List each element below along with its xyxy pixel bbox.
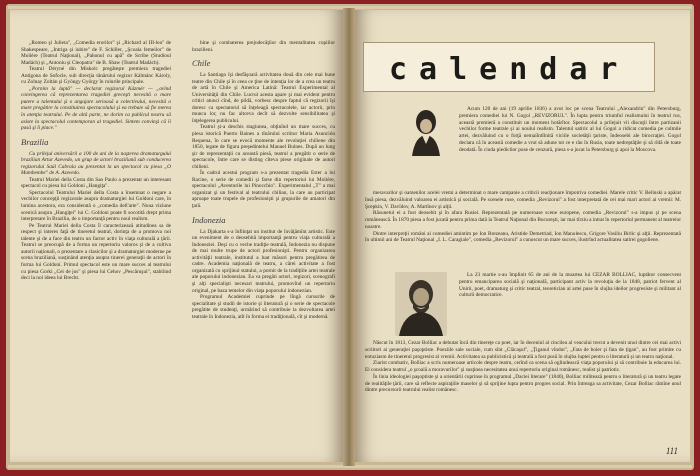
left-column-1 [21,40,171,282]
paragraph: Pe Teatrul Mariei della Costa îl caracterizează atitudinea sa de respect şi interes faţă de tineretul teatral, dorinţa de a promova noi talente şi de a face din teatru un factor activ în viaţa culturală a ţării. Teatrul se preocupă de a forma un repertoriu valoros şi de a cultiva autorii naţionali, o prezentare a clasicilor şi a dramaturgiei moderne pe scena braziliană, susţinând atenţia asupra tinerei generaţii de actori în forma lui Goldoni. Primul spectacol este un mare succes al teatrului cu piesa Gorki „Cei de jos" şi piesa lui Cehov „Pescăruşul", stabilind deci la noi ideea lui Brecht. [21,222,171,282]
paragraph: meravarilor şi oamenilor acelei vremi a determinat o mare campanie a criticii reacţionare împotriva comediei. Marele critic V. Belinski a apărat însă piesa, dezvăluind valoarea ei artistică şi socială. Pe scenele ruse, comedia „Revizorul" a fost interpretată de cei mai mari actori ai vremii: M. Şcepkin, V. Davîdov, A. Martînov şi alţii. [365,190,681,210]
bolliac-article-body [365,340,681,448]
paragraph: Născut în 1813, Cezar Bolliac a debutat încă din tinereţe ca poet, iar în deceniul al cincilea al veacului trecut a devenit unul dintre cei mai activi scriitori ai generaţiei paşoptiste. Poeziile sale sociale, cum sînt „Clăcaşul", „Ţiganul vîndut", „Fata de boier şi fata de ţigan", au fost primite cu entuziasm de tineretul progresist al vremii. Activitatea sa publicistică şi teatrală a fost pusă în slujba luptei pentru o literatură şi un teatru naţional. [365,340,681,360]
paragraph: Spectacolul Teatrului Mariei della Costa a însemnat o negare a vechilor concepţii regizorale asupra dramaturgiei lui Goldoni care, în lumina acestora, era considerată o „comedia dell'arte". Noua viziune scenică asupra „Hangiţei" lui C. Goldoni poate fi socotită drept prima interpretare în Brazilia, de o importanţă pentru noul realism. [21,189,171,223]
left-page [10,10,343,462]
bolliac-portrait-image [395,272,447,336]
paragraph: „Romeo şi Julieta", „Comedia erorilor" şi „Richard al III-lea" de Shakespeare, „Intriga şi iubire" de F. Schiller, „Şcoala femeilor" de Molière (Teatrul Naţional), „Pahonul cu apă" de Scribe (Studioul Madách) şi „Antoniu şi Cleopatra" de B. Shaw (Teatrul Madách). [21,40,171,66]
section-heading-indonezia: Indonezia [192,214,226,225]
paragraph: La Santiago îşi desfăşoară activitatea două din cele mai bune teatre din Chile şi în ceea ce ţine de intenţia lor de a crea un teatru de artă în Chile şi America Latină: Teatrul Experimental al Universităţii din Chile. Lucrul acesta apare şi mai evident pentru critici atunci cînd, de pildă, vorbesc despre faptul că regizorii îşi doresc ca spectatorul să înţeleagă spectacolele, iar actorii, prin munca lor, nu fac altceva decît să dezvolte sensibilitatea şi înţelegerea publicului. [192,72,335,124]
paragraph: Teatrul Mariei della Costa din Sao Paulo a prezentat un interesant spectacol cu piesa lui Goldoni „Hangiţa". [21,176,171,190]
paragraph: Teatrul şi-a deschis stagiunea, obţinînd un mare succes, cu piesa istorică Puerto Baines a tînărului scriitor Maria Asunción Requena, în care se evocă momente ale revoluţiei chiliene din 1850, legate de figura preşedintelui Manuel Bulnes. După un lung şir de reprezentaţii cu această piesă, teatrul a pregătit o serie de spectacole, între care se disting cîteva piese originale de autori chilieni. [192,124,335,170]
paragraph: Cu prilejul aniversării a 100 de ani de la naşterea dramaturgului brazilian Artur Azevedo, un grup de actori braziliană sub conducerea regizorului Saúl Cabrala au prezentat la un spectacol cu piesa „O Mambembe" de A. Azevedo. [21,150,171,177]
paragraph: Ziarist combativ, Bolliac a scris numeroase articole despre teatru, cerînd ca scena să oglindească viaţa poporului şi să contribuie la educarea lui. El considera teatrul „o şcoală a moravurilor" şi susţinea necesitatea unui repertoriu original românesc, realist şi patriotic. [365,360,681,373]
paragraph: Teatrul Déryné din Miskolc pregăteşte premiera tragediei Antigona de Sofocle, sub direcţia tânărului regizor Kálmánc Károly, cu Zolnay Zoltán şi Gyöngy György în rolurile principale. [21,66,171,86]
quote-paragraph: „Pornim la luptă" — declarat regizorul Kázmér — „avînd convingerea că reprezentarea tragediei greceşti necesită o mare putere a talentului şi o angajare serioasă a colectivului, necesită o mare pregătire la constituirea spectacolului şi ea trebuie să fie mereu în atenţia teatrului. Pe de altă parte, ne dorim ca publicul nostru să asiste la spectacolul contemporan al tragediei. Sintem convinşi că îi pasă şi îi place." [21,85,171,132]
gogol-portrait-image [407,104,445,156]
book-spine-gutter [343,8,355,466]
gogol-article-body [365,190,681,258]
left-column-2 [192,40,335,320]
open-book [6,4,694,470]
bolliac-article-intro [459,272,681,336]
paragraph: Dintre interpreţii români ai comediei amintim pe Ion Brezeanu, Aristide Demetriad, Ion Manolescu, Grigore Vasiliu Birlic şi alţii. Reprezentată în ultimii ani de Teatrul Naţional „I. L. Caragiale", comedia „Revizorul" a cunoscut un mare succes, ilustrînd actualitatea satirei gogoliene. [365,230,681,244]
paragraph: În linia ideologiei paşoptiste şi a orientării cuprinse în programul „Daciei literare" (1840), Bolliac militează pentru o literatură şi un teatru legate de realităţile ţării, care să reflecte aspiraţiile maselor şi să sprijine lupta pentru progres social. Prin întreaga sa activitate, Cezar Bolliac rămîne unul dintre precursorii teatrului realist românesc. [365,373,681,394]
paragraph: bine şi combaterea prejudecăţilor din mentalitatea copiilor brazilieni. [192,40,335,53]
section-heading-brazilia: Brazilia [21,136,49,147]
page-number: 111 [665,446,678,456]
gogol-article-intro [459,106,681,188]
paragraph: La 23 martie s-au împlinit 65 de ani de la moartea lui CEZAR BOLLIAC, luptător consecvent pentru emanciparea socială şi naţională, participant activ la revoluţia de la 1848, patriot fervent al Unirii, poet, dramaturg şi critic teatral, teoretician al artei puse în slujba ideilor progresiste şi militant al culturii democratice. [459,272,681,299]
right-page [355,10,690,462]
paragraph: Programul Academiei cuprinde pe lîngă cursurile de specialitate şi studii de istorie şi literatură şi o serie de spectacole pregătite de studenţi, urmărind să contribuie la dezvoltarea artei teatrale în Indonezia, atît în forma ei tradiţională, cît şi modernă. [192,294,335,320]
paragraph: În cadrul acestui program s-a prezentat tragedia Ester a lui Racine, o serie de comedii şi farse din repertoriul lui Molière, spectacolul „Aventurile lui Pinocchio". Experimentalul „T" a mai organizat şi un festival al teatrului chilian, la care au participat aproape toate trupele de profesionişti şi grupurile de amatori din ţară. [192,170,335,210]
paragraph: La Djakarta s-a înfiinţat un institut de învăţămînt artistic. Este un eveniment de o deosebită importanţă pentru viaţa culturală a Indoneziei. Deşi cu o veche tradiţie teatrală, Indonezia nu dispune de mai multe trupe de actori profesionişti. Pentru organizarea activităţii teatrale, institutul a luat măsuri pentru pregătirea de cadre. Academia naţională de teatru, a cărei activitate a fost organizată cu sprijinul statului, a pornit de la tradiţiile artei teatrale ale poporului indonezian. Ea va pregăti actori, regizori, scenografi şi alţi specialişti necesari teatrului, promovînd un repertoriu original, pe baza temelor din viaţa poporului indonezian. [192,228,335,294]
paragraph: Acum 120 de ani (19 aprilie 1836) a avut loc pe scena Teatrului „Alexandrin" din Petersburg, premiera comediei lui N. Gogol „REVIZORUL". În lupta pentru triumful realismului în teatrul rus, această premieră a constituit un moment hotărîtor. Spectacolul a prilejuit vii discuţii între partizanii vechilor forme teatrale şi ai noului realism. Talentul satiric al lui Gogol a ridicat comedia pe culmile artei, dezvăluind cu o forţă nemaiîntîlnită viciile societăţii ţariste, îndeosebi ale birocraţiei. Gogol declara că în această comedie a vrut să adune tot ce e rău în Rusia, toate nedreptăţile şi să rîdă de toate deodată. În ciuda piedicilor puse de cenzură, piesa s-a jucat la Petersburg şi apoi la Moscova. [459,106,681,153]
calendar-title: calendar [389,52,630,87]
section-heading-chile: Chile [192,58,211,69]
paragraph: Răsunetul ei a fost deosebit şi în afara Rusiei. Reprezentată pe numeroase scene europene, comedia „Revizorul" s-a impus şi pe scena românească. În 1870 piesa a fost jucată pentru prima dată la Teatrul Naţional din Bucureşti, iar mai tîrziu a intrat în repertoriul permanent al teatrelor noastre. [365,210,681,230]
